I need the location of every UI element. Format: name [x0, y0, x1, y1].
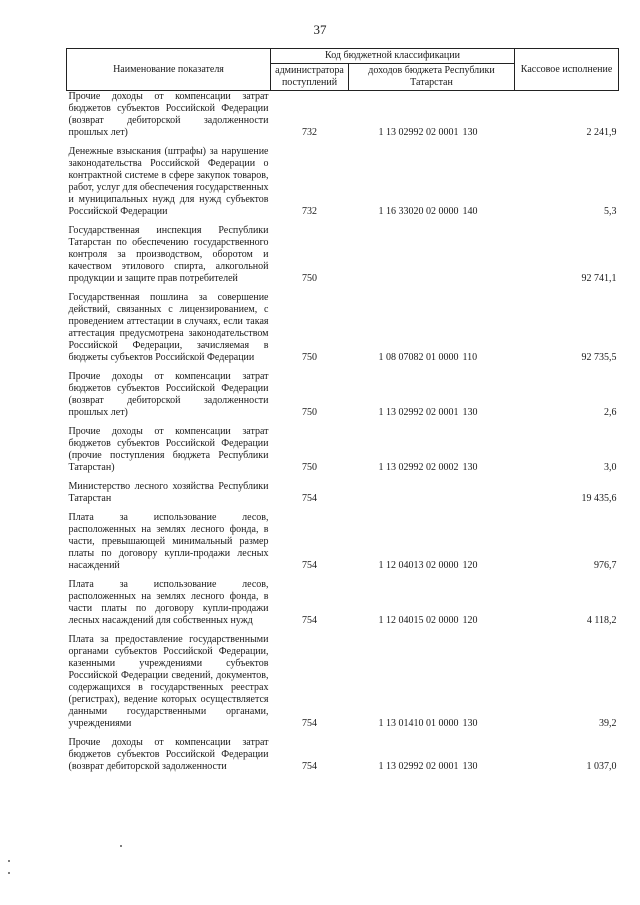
page-number: 37 [313, 22, 327, 37]
cell-admin-code: 732 [302, 127, 317, 138]
cell-income-code: 1 08 07082 01 0000 [378, 352, 459, 363]
cell-admin-code: 754 [302, 718, 317, 729]
scan-speck [120, 845, 122, 847]
cell-income-code: 1 13 01410 01 0000 [378, 718, 459, 729]
cell-amount: 4 118,2 [586, 615, 617, 626]
table-row [67, 292, 619, 371]
cell-name: Плата за предоставление государственными органами субъектов Российской Федерации, казенными учреждениями субъектов Российской Федерации сведений, документов, содержащихся в государственных реестрах (регистрах), ведение которых осуществляется данными государственными органами, учреждениями [68, 634, 269, 729]
column-header-income: доходов бюджета Республики Татарстан [349, 64, 515, 91]
table-row [67, 225, 619, 292]
cell-name: Министерство лесного хозяйства Республики Татарстан [68, 481, 269, 504]
column-header-code-group: Код бюджетной классификации [271, 49, 515, 64]
cell-amount: 2,6 [604, 407, 617, 418]
cell-income-code: 1 16 33020 02 0000 [378, 206, 459, 217]
cell-amount: 5,3 [604, 206, 617, 217]
cell-amount: 39,2 [599, 718, 617, 729]
cell-amount: 2 241,9 [586, 127, 617, 138]
cell-name: Государственная пошлина за совершение действий, связанных с лицензированием, с проведением аттестации в случаях, если такая аттестация предусмотрена законодательством Российской Федерации, зачисляемая в бюджеты субъектов Российской Федерации [68, 292, 269, 363]
cell-admin-code: 750 [302, 407, 317, 418]
cell-income-code [349, 481, 461, 512]
cell-subtype-code [461, 481, 515, 512]
cell-income-code: 1 13 02992 02 0001 [378, 761, 459, 772]
cell-amount: 19 435,6 [581, 493, 617, 504]
cell-admin-code: 754 [302, 493, 317, 504]
table-row [67, 146, 619, 225]
table-row [67, 426, 619, 481]
cell-subtype-code: 120 [462, 615, 478, 626]
cell-name: Государственная инспекция Республики Татарстан по обеспечению государственного контроля за производством, оборотом и качеством этилового спирта, алкогольной продукции и защите прав потребителей [68, 225, 269, 284]
column-header-name: Наименование показателя [67, 49, 271, 91]
scan-speck [8, 872, 10, 874]
cell-subtype-code [461, 225, 515, 292]
cell-income-code [349, 225, 461, 292]
cell-subtype-code: 130 [462, 462, 478, 473]
cell-subtype-code: 130 [462, 718, 478, 729]
cell-income-code: 1 12 04015 02 0000 [378, 615, 459, 626]
cell-subtype-code: 130 [462, 127, 478, 138]
cell-amount: 976,7 [594, 560, 617, 571]
table-row [67, 371, 619, 426]
table-row [67, 91, 619, 147]
cell-name: Плата за использование лесов, расположенных на землях лесного фонда, в части платы по договору купли-продажи лесных насаждений для собственных нужд [68, 579, 269, 626]
cell-income-code: 1 13 02992 02 0002 [378, 462, 459, 473]
cell-name: Прочие доходы от компенсации затрат бюджетов субъектов Российской Федерации (прочие поступления бюджета Республики Татарстан) [68, 426, 269, 473]
table-body [67, 91, 619, 781]
cell-subtype-code: 120 [462, 560, 478, 571]
cell-name: Денежные взыскания (штрафы) за нарушение законодательства Российской Федерации о контрактной системе в сфере закупок товаров, работ, услуг для обеспечения государственных и муниципальных нужд для нужд субъектов Российской Федерации [68, 146, 269, 217]
cell-name: Прочие доходы от компенсации затрат бюджетов субъектов Российской Федерации (возврат дебиторской задолженности [68, 737, 269, 772]
cell-name: Плата за использование лесов, расположенных на землях лесного фонда, в части, превышающей минимальный размер платы по договору купли-продажи лесных насаждений [68, 512, 269, 571]
column-header-amount: Кассовое исполнение [515, 49, 619, 91]
cell-name: Прочие доходы от компенсации затрат бюджетов субъектов Российской Федерации (возврат дебиторской задолженности прошлых лет) [68, 91, 269, 138]
cell-subtype-code: 140 [462, 206, 478, 217]
cell-amount: 3,0 [604, 462, 617, 473]
cell-admin-code: 750 [302, 462, 317, 473]
cell-subtype-code: 130 [462, 761, 478, 772]
cell-admin-code: 754 [302, 761, 317, 772]
cell-income-code: 1 12 04013 02 0000 [378, 560, 459, 571]
cell-income-code: 1 13 02992 02 0001 [378, 407, 459, 418]
scan-speck [8, 860, 10, 862]
cell-admin-code: 750 [302, 352, 317, 363]
table-header [67, 49, 619, 91]
cell-admin-code: 750 [302, 273, 317, 284]
cell-amount: 92 741,1 [581, 273, 617, 284]
cell-admin-code: 754 [302, 560, 317, 571]
table-row [67, 737, 619, 780]
cell-amount: 1 037,0 [586, 761, 617, 772]
table-row [67, 512, 619, 579]
column-header-admin: администратора поступлений [271, 64, 349, 91]
cell-subtype-code: 130 [462, 407, 478, 418]
cell-admin-code: 732 [302, 206, 317, 217]
table-row [67, 481, 619, 512]
table-row [67, 579, 619, 634]
cell-admin-code: 754 [302, 615, 317, 626]
cell-amount: 92 735,5 [581, 352, 617, 363]
table-row [67, 634, 619, 737]
budget-table [66, 48, 619, 780]
cell-income-code: 1 13 02992 02 0001 [378, 127, 459, 138]
cell-name: Прочие доходы от компенсации затрат бюджетов субъектов Российской Федерации (возврат дебиторской задолженности прошлых лет) [68, 371, 269, 418]
cell-subtype-code: 110 [462, 352, 478, 363]
